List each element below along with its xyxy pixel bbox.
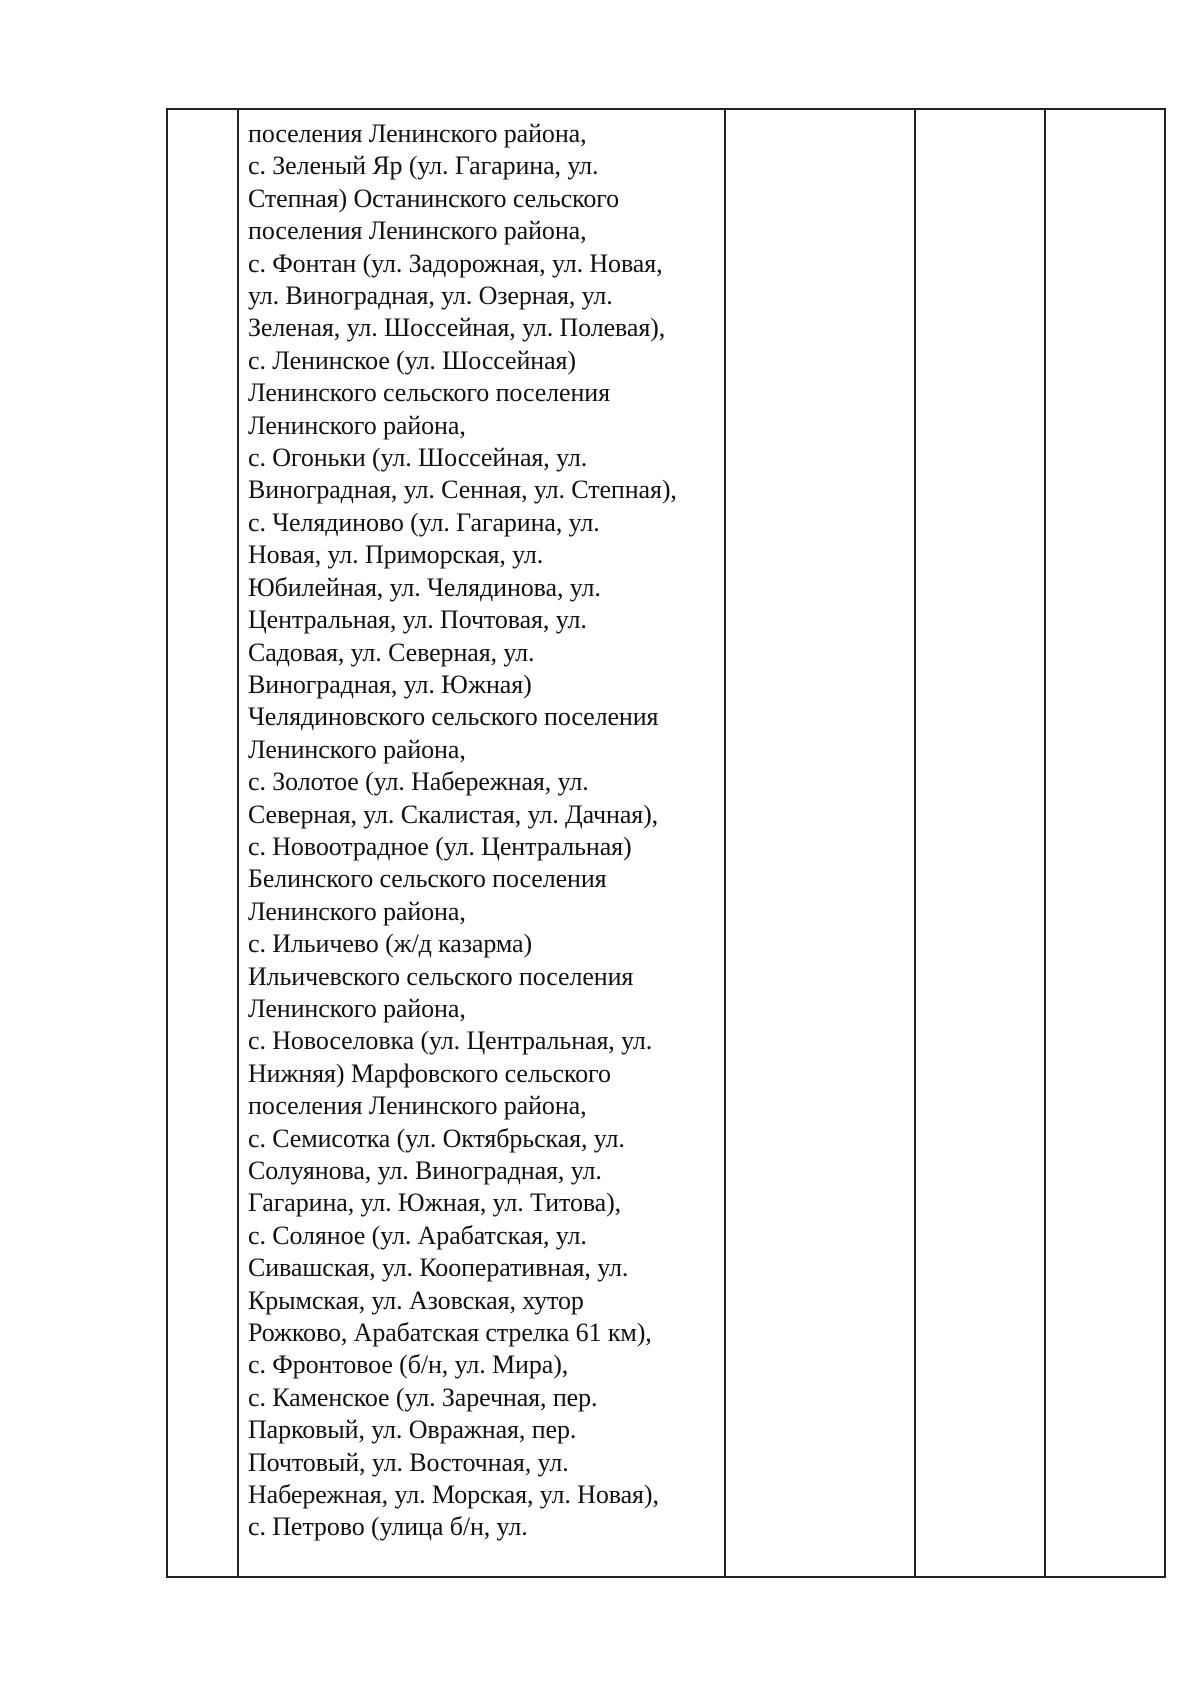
text-line: Ленинского района, (248, 410, 466, 440)
text-line: с. Ленинское (ул. Шоссейная) (248, 345, 576, 375)
text-line: Солуянова, ул. Виноградная, ул. (248, 1156, 602, 1185)
text-line: с. Каменское (ул. Заречная, пер. (248, 1382, 598, 1412)
text-line: Почтовый, ул. Восточная, ул. (248, 1447, 569, 1477)
text-line: Белинского сельского поселения (248, 864, 607, 894)
text-line: Юбилейная, ул. Челядинова, ул. (248, 572, 601, 602)
text-line: ул. Виноградная, ул. Озерная, ул. (248, 281, 613, 311)
text-line: Сивашская, ул. Кооперативная, ул. (248, 1253, 629, 1283)
text-line: Северная, ул. Скалистая, ул. Дачная), (248, 799, 659, 829)
text-line: Ленинского сельского поселения (248, 378, 610, 408)
text-line: Ленинского района, (248, 993, 466, 1023)
text-line: с. Фронтовое (б/н, ул. Мира), (248, 1350, 569, 1380)
text-line: Виноградная, ул. Сенная, ул. Степная), (248, 475, 677, 505)
text-line: Челядиновского сельского поселения (248, 702, 659, 732)
column-divider-4 (1044, 110, 1046, 1576)
text-line: с. Семисотка (ул. Октябрьская, ул. (248, 1123, 625, 1153)
text-line: Центральная, ул. Почтовая, ул. (248, 605, 587, 635)
text-line: Нижняя) Марфовского сельского (248, 1058, 611, 1088)
text-line: поселения Ленинского района, (248, 1091, 587, 1121)
text-line: с. Челядиново (ул. Гагарина, ул. (248, 507, 600, 537)
column-divider-2 (724, 110, 726, 1576)
text-line: Степная) Останинского сельского (248, 183, 620, 213)
text-line: поселения Ленинского района, (248, 119, 587, 148)
text-line: с. Новоотрадное (ул. Центральная) (248, 831, 632, 861)
table (166, 108, 1166, 1578)
text-line: Садовая, ул. Северная, ул. (248, 637, 535, 667)
text-line: Новая, ул. Приморская, ул. (248, 540, 544, 570)
text-line: Виноградная, ул. Южная) (248, 669, 532, 699)
text-line: с. Ильичево (ж/д казарма) (248, 929, 533, 959)
text-line: Набережная, ул. Морская, ул. Новая), (248, 1480, 659, 1510)
text-line: с. Огоньки (ул. Шоссейная, ул. (248, 443, 588, 473)
column-divider-3 (914, 110, 916, 1576)
text-line: с. Фонтан (ул. Задорожная, ул. Новая, (248, 248, 663, 278)
text-line: с. Петрово (улица б/н, ул. (248, 1512, 528, 1542)
text-line: Ленинского района, (248, 896, 466, 926)
table-cell-settlements (248, 118, 720, 1544)
text-line: Зеленая, ул. Шоссейная, ул. Полевая), (248, 313, 666, 343)
text-line: с. Золотое (ул. Набережная, ул. (248, 767, 589, 797)
text-line: Рожково, Арабатская стрелка 61 км), (248, 1318, 652, 1348)
text-line: с. Новоселовка (ул. Центральная, ул. (248, 1026, 653, 1056)
text-line: Гагарина, ул. Южная, ул. Титова), (248, 1188, 622, 1218)
column-divider-1 (237, 110, 239, 1576)
text-line: Ленинского района, (248, 734, 466, 764)
text-line: с. Зеленый Яр (ул. Гагарина, ул. (248, 151, 599, 181)
text-line: поселения Ленинского района, (248, 216, 587, 246)
text-line: с. Соляное (ул. Арабатская, ул. (248, 1220, 587, 1250)
text-line: Ильичевского сельского поселения (248, 961, 634, 991)
text-line: Парковый, ул. Овражная, пер. (248, 1415, 577, 1445)
text-line: Крымская, ул. Азовская, хутор (248, 1285, 584, 1315)
